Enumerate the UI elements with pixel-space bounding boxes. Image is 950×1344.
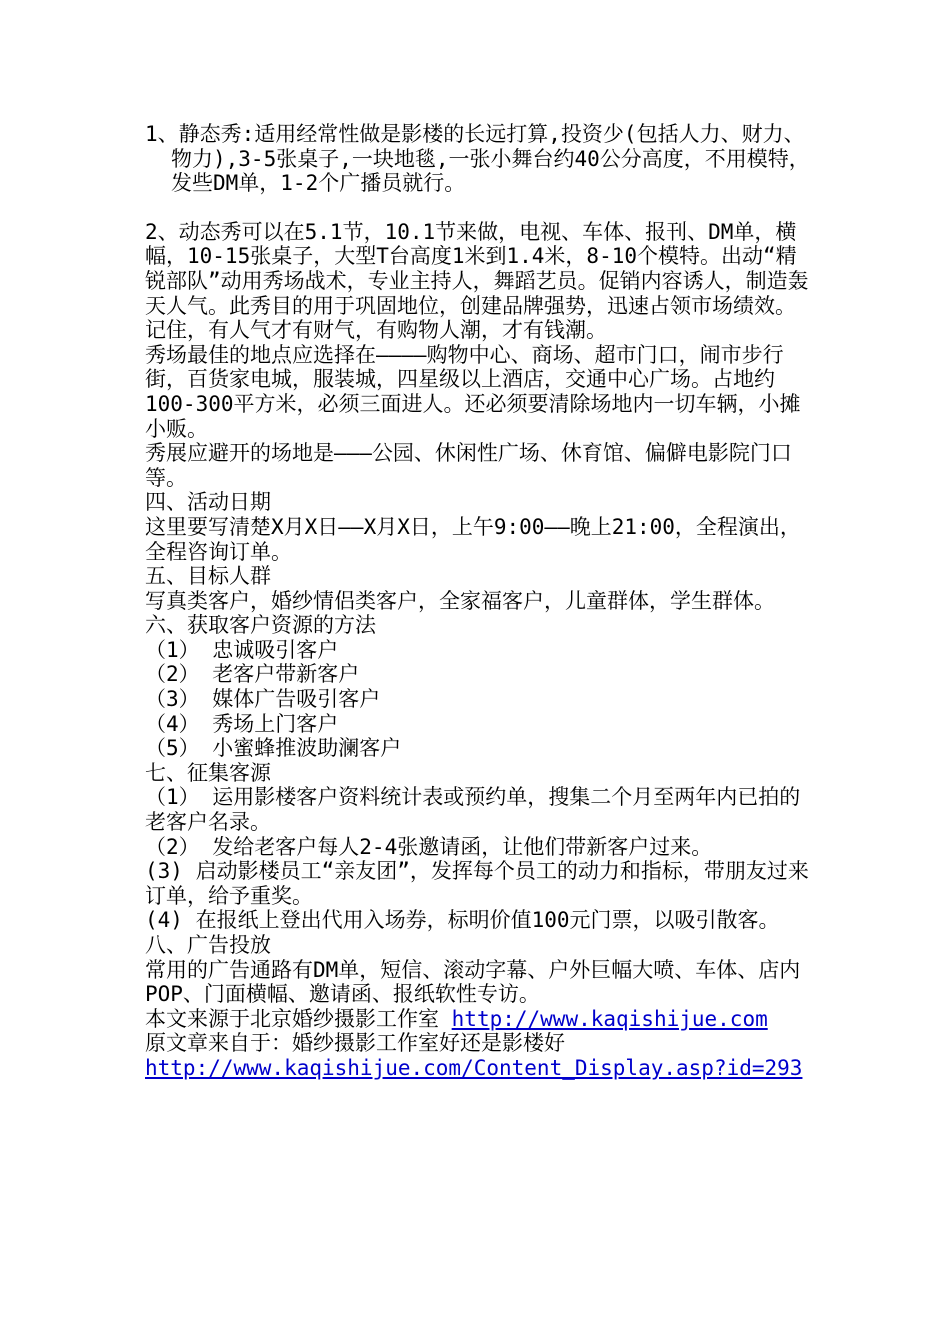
list-item: （5） 小蜜蜂推波助澜客户: [145, 736, 402, 761]
original-link-line: [145, 1056, 815, 1081]
section-5-title: 五、目标人群: [145, 564, 271, 589]
source-link[interactable]: http://www.kaqishijue.com: [451, 1006, 768, 1031]
section-8-text: 常用的广告通路有DM单，短信、滚动字幕、户外巨幅大喷、车体、店内POP、门面横幅、邀请函、报纸软性专访。: [145, 957, 801, 1007]
list-item: (4) 在报纸上登出代用入场券，标明价值100元门票，以吸引散客。: [145, 908, 780, 933]
list-item: （1） 运用影楼客户资料统计表或预约单，搜集二个月至两年内已拍的老客户名录。: [145, 785, 801, 835]
list-item: (3) 启动影楼员工“亲友团”，发挥每个员工的动力和指标，带朋友过来订单，给予重奖。: [145, 859, 809, 908]
section-5-text: 写真类客户，婚纱情侣类客户，全家福客户，儿童群体，学生群体。: [145, 588, 775, 613]
item-dynamic-show: 2、动态秀可以在5.1节，10.1节来做，电视、车体、报刊、DM单，横幅，10-15张桌子，大型T台高度1米到1.4米，8-10个模特。出动“精锐部队”动用秀场战术，专业主持人，舞蹈艺员。促销内容诱人，制造轰天人气。此秀目的用于巩固地位，创建品牌强势，迅速占领市场绩效。: [145, 219, 809, 318]
section-6-title: 六、获取客户资源的方法: [145, 613, 376, 638]
list-item: （2） 老客户带新客户: [145, 662, 360, 687]
list-item: （2） 发给老客户每人2-4张邀请函，让他们带新客户过来。: [145, 834, 713, 859]
source-line: [145, 1007, 815, 1032]
original-link[interactable]: http://www.kaqishijue.com/Content_Display.asp?id=293: [145, 1055, 803, 1080]
list-item: （1） 忠诚吸引客户: [145, 637, 339, 662]
section-8-title: 八、广告投放: [145, 933, 271, 957]
remember-text: 记住，有人气才有财气，有购物人潮，才有钱潮。: [145, 318, 607, 343]
best-venue-text: 秀场最佳的地点应选择在————购物中心、商场、超市门口，闹市步行街，百货家电城，服装城，四星级以上酒店，交通中心广场。占地约100-300平方米，必须三面进人。还必须要清除场地内一切车辆，小摊小贩。: [145, 342, 801, 441]
paragraph-gap: [145, 196, 815, 220]
list-item: （3） 媒体广告吸引客户: [145, 687, 381, 712]
avoid-venue-text: 秀展应避开的场地是———公园、休闲性广场、休育馆、偏僻电影院门口等。: [145, 441, 792, 490]
section-4-title: 四、活动日期: [145, 490, 271, 515]
list-item: （4） 秀场上门客户: [145, 711, 339, 736]
source-label: 本文来源于北京婚纱摄影工作室: [145, 1006, 452, 1031]
section-4-text: 这里要写清楚X月X日——X月X日，上午9:00——晚上21:00，全程演出，全程咨询订单。: [145, 514, 801, 564]
original-label: 原文章来自于：婚纱摄影工作室好还是影楼好: [145, 1031, 565, 1056]
item-static-show: 1、静态秀:适用经常性做是影楼的长远打算,投资少(包括人力、财力、物力),3-5张桌子,一块地毯,一张小舞台约40公分高度，不用模特，发些DM单，1-2个广播员就行。: [145, 122, 810, 196]
document-body: [145, 122, 815, 1081]
section-7-title: 七、征集客源: [145, 760, 271, 785]
